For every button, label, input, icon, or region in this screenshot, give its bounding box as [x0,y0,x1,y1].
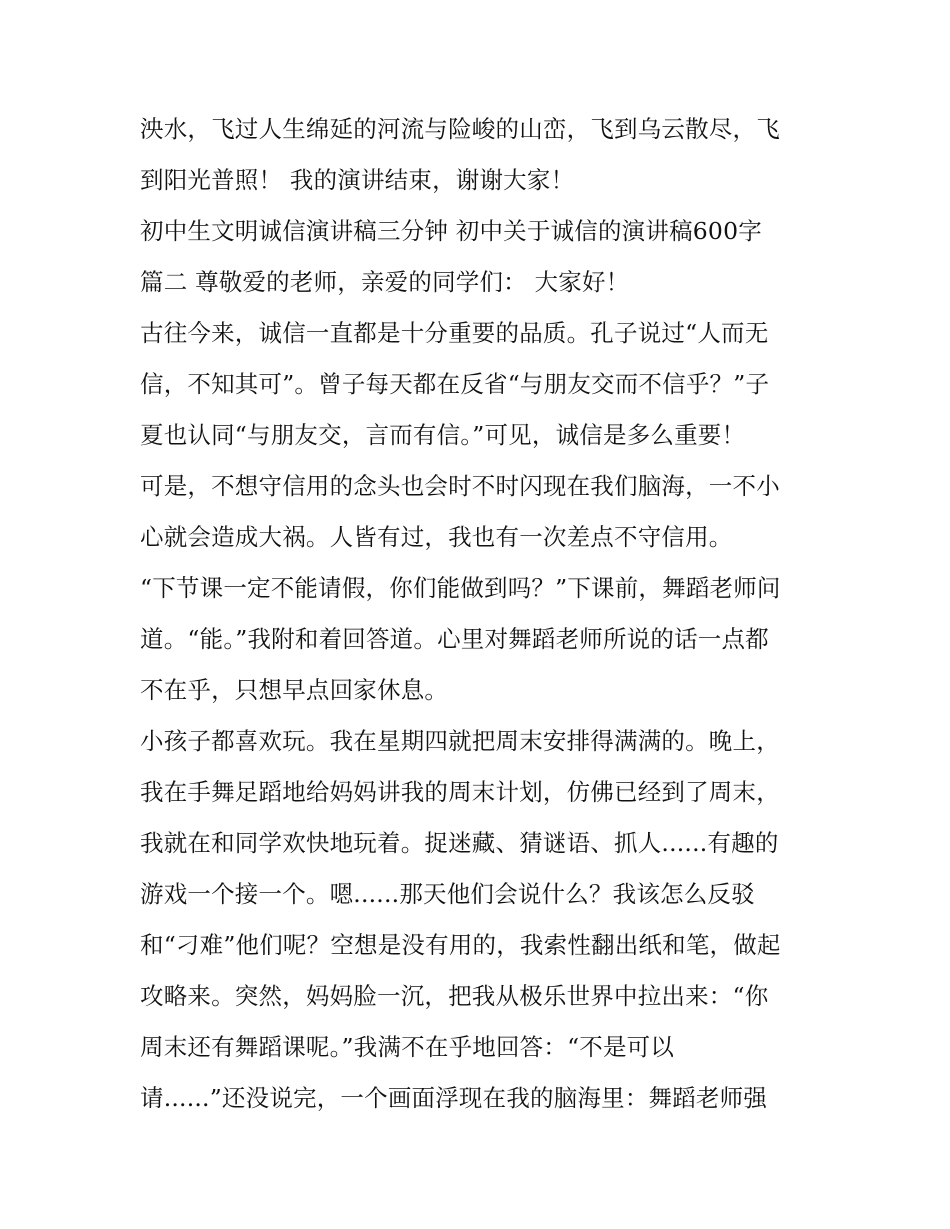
text-line-2: 到阳光普照！ 我的演讲结束，谢谢大家！ [140,166,575,194]
text-line-6: 信，不知其可”。曾子每天都在反省“与朋友交而不信乎？”子 [140,370,770,398]
text-line-14: 我在手舞足蹈地给妈妈讲我的周末计划，仿佛已经到了周末， [140,778,780,806]
text-line-16: 游戏一个接一个。嗯......那天他们会说什么？我该怎么反驳 [140,880,755,908]
text-line-15: 我就在和同学欢快地玩着。捉迷藏、猜谜语、抓人......有趣的 [140,829,779,857]
text-line-19: 周末还有舞蹈课呢。”我满不在乎地回答：“不是可以 [140,1033,675,1061]
text-line-18: 攻略来。突然，妈妈脸一沉，把我从极乐世界中拉出来：“你 [140,982,769,1010]
text-line-8: 可是，不想守信用的念头也会时不时闪现在我们脑海，一不小 [140,472,780,500]
text-line-11: 道。“能。”我附和着回答道。心里对舞蹈老师所说的话一点都 [140,625,769,653]
text-line-7: 夏也认同“与朋友交，言而有信。”可见，诚信是多么重要！ [140,421,746,449]
text-line-17: 和“刁难”他们呢？空想是没有用的，我索性翻出纸和笔，做起 [140,931,781,959]
text-line-5: 古往今来，诚信一直都是十分重要的品质。孔子说过“人而无 [140,319,769,347]
text-line-10: “下节课一定不能请假，你们能做到吗？”下课前，舞蹈老师问 [140,574,781,602]
text-line-12: 不在乎，只想早点回家休息。 [140,676,449,704]
text-line-20: 请......”还没说完，一个画面浮现在我的脑海里：舞蹈老师强 [140,1084,768,1112]
text-line-13: 小孩子都喜欢玩。我在星期四就把周末安排得满满的。晚上， [140,727,780,755]
text-line-9: 心就会造成大祸。人皆有过，我也有一次差点不守信用。 [140,523,733,551]
text-line-1: 泱水，飞过人生绵延的河流与险峻的山峦，飞到乌云散尽，飞 [140,115,780,143]
body-text [140,104,830,1124]
text-line-4: 篇二 尊敬爱的老师，亲爱的同学们： 大家好！ [140,268,630,296]
text-line-3-heading: 初中生文明诚信演讲稿三分钟 初中关于诚信的演讲稿600字 [140,217,762,245]
